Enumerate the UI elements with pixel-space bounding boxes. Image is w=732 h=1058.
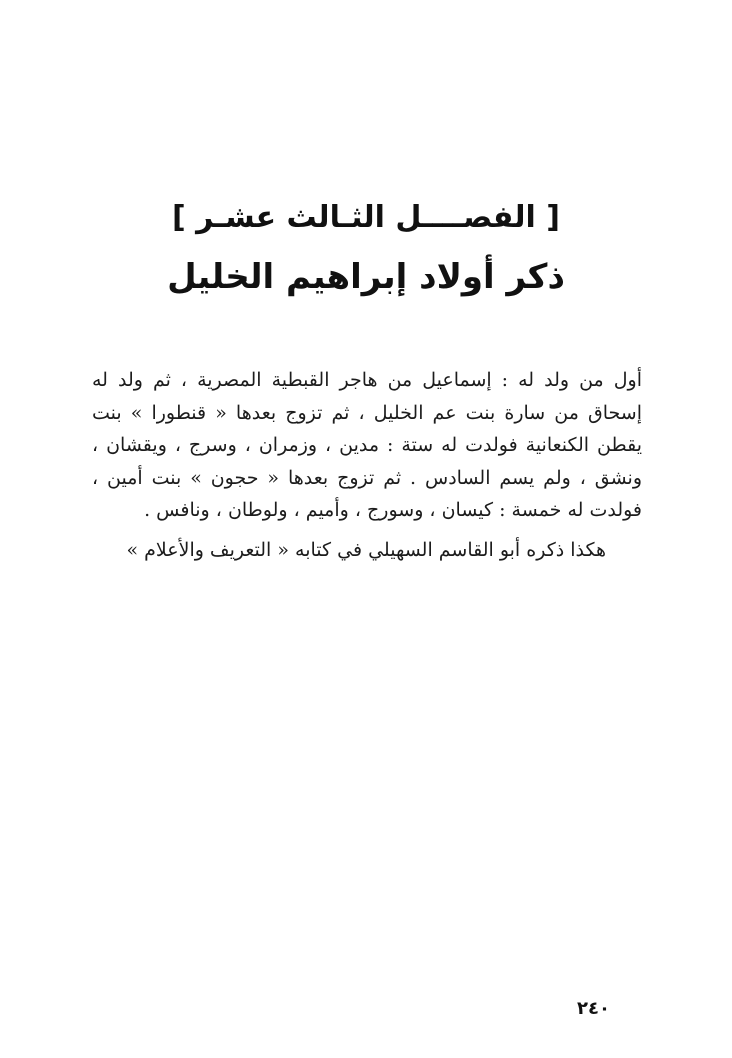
chapter-heading: [ الفصــــل الثـالث عشـر ] — [172, 200, 560, 235]
chapter-title: ذكر أولاد إبراهيم الخليل — [167, 257, 565, 297]
page-number: ٢٤٠ — [577, 998, 610, 1019]
source-note: هكذا ذكره أبو القاسم السهيلي في كتابه « التعريف والأعلام » — [126, 539, 606, 561]
body-text — [92, 364, 642, 527]
body-paragraph: أول من ولد له : إسماعيل من هاجر القبطية المصرية ، ثم ولد له إسحاق من سارة بنت عم الخليل ، ثم تزوج بعدها « قنطورا » بنت يقطن الكنعانية فولدت له ستة : مدين ، وزمران ، وسرج ، ويقشان ، ونشق ، ولم يسم السادس . ثم تزوج بعدها « حجون » بنت أمين ، فولدت له خمسة : كيسان ، وسورج ، وأميم ، ولوطان ، ونافس . — [92, 369, 642, 521]
